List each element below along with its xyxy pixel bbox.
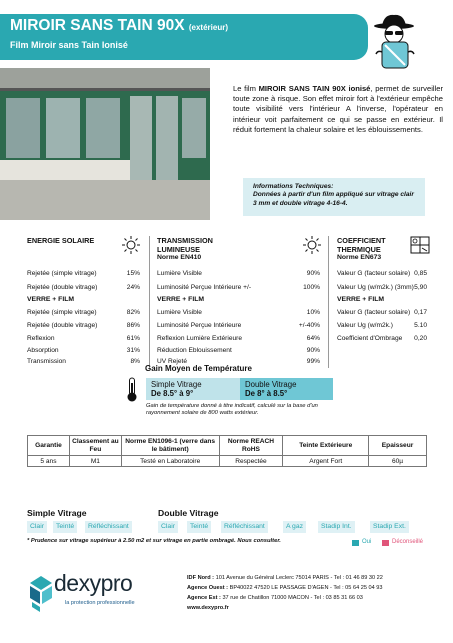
thermique-row-label: Valeur G (facteur solaire) [337, 309, 411, 316]
thermique-row-label: Valeur G (facteur solaire) [337, 270, 411, 277]
title-suffix: (extérieur) [188, 23, 228, 32]
table-row [28, 456, 427, 467]
energie-row-value: 24% [126, 284, 140, 291]
transmission-row-value: 90% [306, 347, 320, 354]
gain-double-value: De 8° à 8.5° [245, 389, 288, 398]
transmission-row-label: Lumière Visible [157, 309, 202, 316]
legend-yes-swatch [352, 540, 359, 546]
vitrage-chip: Réfléchissant [85, 521, 132, 533]
gain-title: Gain Moyen de Température [145, 364, 252, 373]
transmission-row-label: Luminosité Perçue Intérieure +/- [157, 284, 252, 291]
footer-line-est: Agence Est : 37 rue de Chatillon 71000 MACON - Tel : 03 85 31 66 03 [187, 595, 363, 601]
vitrage-chip: Clair [158, 521, 178, 533]
table-header: Teinte Extérieure [283, 436, 369, 456]
energie-row-value: 31% [126, 347, 140, 354]
table-header: Garantie [28, 436, 70, 456]
legend-no-label: Déconseillé [392, 539, 424, 545]
tech-info-text: Données à partir d'un film appliqué sur vitrage clair 3 mm et double vitrage 4-16-4. [253, 191, 414, 207]
gain-double-label: Double Vitrage [245, 380, 297, 389]
sun-icon [122, 236, 140, 254]
thermique-row-value: 5.10 [414, 322, 427, 329]
energie-title: ENERGIE SOLAIRE [27, 236, 95, 245]
thermique-row-label: Coefficient d'Ombrage [337, 335, 403, 342]
transmission-section: VERRE + FILM [157, 296, 205, 303]
footer-line-idf: IDF Nord : 101 Avenue du Général Leclerc 75014 PARIS - Tel : 01 46 89 30 22 [187, 575, 383, 581]
thermique-row-label: Valeur Ug (w/m2k.) [337, 322, 393, 329]
vitrage-chip: Teinté [187, 521, 211, 533]
gain-simple-value: De 8.5° à 9° [151, 389, 194, 398]
spy-mascot-icon [372, 14, 418, 70]
column-divider [328, 236, 329, 368]
energie-row-label: Rejetée (double vitrage) [27, 284, 98, 291]
legend-no-swatch [382, 540, 389, 546]
energie-row-value: 8% [130, 358, 140, 365]
transmission-row-value: +/-40% [298, 322, 320, 329]
transmission-row-label: Réduction Eblouissement [157, 347, 232, 354]
intro-paragraph: Le film MIROIR SANS TAIN 90X ionisé, permet de surveiller toute zone à risque. Son effet miroir fort à l'extérieur empêche toute visibilité vers l'intérieur A l'inverse, l'opérateur en intérieur voit parfaitement ce qui se passe en extérieur. Il réduit fortement la chaleur solaire et les éblouissements. [233, 84, 444, 134]
thermique-row-value: 0,20 [414, 335, 427, 342]
transmission-row-label: UV Rejeté [157, 358, 188, 365]
vitrage-chip: A gaz [283, 521, 306, 533]
dexypro-tagline: la protection professionnelle [65, 600, 135, 606]
table-cell: 60µ [369, 456, 427, 467]
table-cell: 5 ans [28, 456, 70, 467]
footer-line-ouest: Agence Ouest : BP40022 47520 LE PASSAGE D'AGEN - Tel : 05 64 25 04 93 [187, 585, 383, 591]
energie-row-label: Rejetée (simple vitrage) [27, 270, 97, 277]
table-cell: M1 [69, 456, 121, 467]
energie-row-value: 15% [126, 270, 140, 277]
spec-table [27, 435, 427, 467]
sun-icon [303, 236, 321, 254]
window-sun-icon [410, 236, 430, 254]
legend-yes-label: Oui [362, 539, 372, 545]
thermique-row-value: 0,17 [414, 309, 427, 316]
energie-row-label: Reflexion [27, 335, 55, 342]
transmission-row-value: 10% [306, 309, 320, 316]
gain-double-box [240, 378, 333, 400]
table-cell: Respectée [219, 456, 283, 467]
table-header: Epaisseur [369, 436, 427, 456]
energie-row-value: 86% [126, 322, 140, 329]
transmission-row-label: Luminosité Perçue Intérieure [157, 322, 242, 329]
thermique-row-value: 5,90 [414, 284, 427, 291]
energie-row-label: Absorption [27, 347, 59, 354]
energie-section: VERRE + FILM [27, 296, 75, 303]
vitrage-chip: Stadip Int. [318, 521, 355, 533]
thermique-section: VERRE + FILM [337, 296, 385, 303]
dexypro-logo-icon [28, 574, 54, 614]
footer-website[interactable]: www.dexypro.fr [187, 605, 229, 611]
table-cell: Testé en Laboratoire [121, 456, 219, 467]
gain-simple-label: Simple Vitrage [151, 380, 202, 389]
transmission-row-value: 64% [306, 335, 320, 342]
vitrage-chip: Stadip Ext. [370, 521, 409, 533]
gain-simple-box [146, 378, 240, 400]
energie-row-value: 61% [126, 335, 140, 342]
simple-vitrage-title: Simple Vitrage [27, 508, 87, 518]
table-header-row [28, 436, 427, 456]
table-cell: Argent Fort [283, 456, 369, 467]
transmission-row-label: Reflexion Lumière Extérieure [157, 335, 243, 342]
table-header: Classement au Feu [69, 436, 121, 456]
product-subtitle: Film Miroir sans Tain Ionisé [10, 40, 128, 50]
energie-row-label: Transmission [27, 358, 66, 365]
thermique-norm: Norme EN673 [337, 254, 382, 261]
double-vitrage-title: Double Vitrage [158, 508, 219, 518]
transmission-row-value: 99% [306, 358, 320, 365]
transmission-row-label: Lumière Visible [157, 270, 202, 277]
energie-row-value: 82% [126, 309, 140, 316]
building-photo [0, 68, 210, 220]
thermique-row-label: Valeur Ug (w/m2k.) (3mm) [337, 284, 414, 291]
vitrage-chip: Réfléchissant [221, 521, 268, 533]
transmission-title: TRANSMISSION LUMINEUSE [157, 236, 213, 254]
prudence-note: * Prudence sur vitrage supérieur à 2.50 m2 et sur vitrage en partie ombragé. Nous consulter. [27, 538, 281, 544]
thermique-row-value: 0,85 [414, 270, 427, 277]
energie-row-label: Rejetée (double vitrage) [27, 322, 98, 329]
thermometer-icon [126, 377, 138, 403]
transmission-norm: Norme EN410 [157, 254, 202, 261]
table-header: Norme REACH RoHS [219, 436, 283, 456]
transmission-row-value: 90% [306, 270, 320, 277]
energie-row-label: Rejetée (simple vitrage) [27, 309, 97, 316]
tech-info-title: Informations Techniques: [253, 183, 334, 190]
tech-info-box [243, 178, 425, 216]
vitrage-chip: Clair [27, 521, 47, 533]
vitrage-chip: Teinté [53, 521, 77, 533]
gain-note: Gain de température donné à titre indicatif, calculé sur la base d'un rayonnement solaire de 800 watts extérieur. [146, 403, 318, 417]
column-divider [149, 236, 150, 368]
product-title: MIROIR SANS TAIN 90X (extérieur) [10, 17, 228, 34]
dexypro-logo-text: dexypro [54, 570, 133, 596]
thermique-title: COEFFICIENT THERMIQUE [337, 236, 386, 254]
transmission-row-value: 100% [303, 284, 320, 291]
table-header: Norme EN1096-1 (verre dans le bâtiment) [121, 436, 219, 456]
